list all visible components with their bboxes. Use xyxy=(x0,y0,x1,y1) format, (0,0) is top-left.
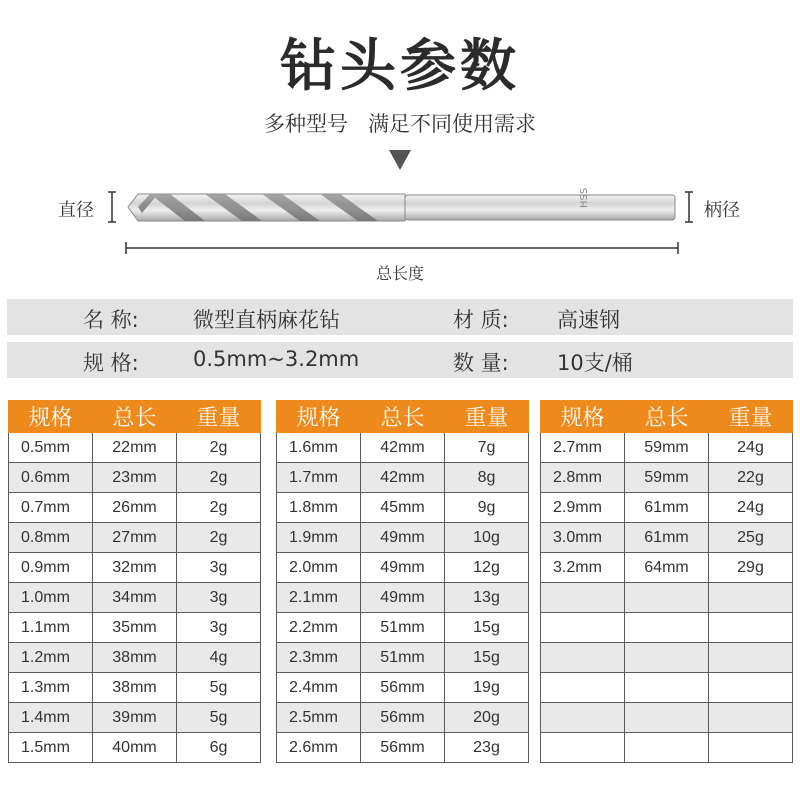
cell-weight: 5g xyxy=(177,703,261,733)
cell-weight: 4g xyxy=(177,643,261,673)
cell-length xyxy=(625,583,709,613)
spec-value: 0.5mm~3.2mm xyxy=(193,347,360,371)
cell-size xyxy=(541,673,625,703)
cell-size: 1.0mm xyxy=(9,583,93,613)
cell-size xyxy=(541,733,625,763)
cell-weight: 8g xyxy=(445,463,529,493)
cell-length: 40mm xyxy=(93,733,177,763)
cell-size: 0.8mm xyxy=(9,523,93,553)
cell-size xyxy=(541,583,625,613)
table-row xyxy=(277,583,529,613)
cell-weight: 13g xyxy=(445,583,529,613)
table-row xyxy=(9,673,261,703)
cell-length: 61mm xyxy=(625,523,709,553)
table-row xyxy=(9,643,261,673)
cell-length: 35mm xyxy=(93,613,177,643)
shank-bracket xyxy=(685,192,693,222)
table-row xyxy=(541,463,793,493)
cell-size: 1.3mm xyxy=(9,673,93,703)
spec-table-2 xyxy=(276,400,529,763)
cell-size: 0.5mm xyxy=(9,433,93,463)
spec-table-1 xyxy=(8,400,261,763)
table-row xyxy=(9,733,261,763)
table-row xyxy=(277,433,529,463)
cell-weight xyxy=(709,643,793,673)
cell-size: 2.5mm xyxy=(277,703,361,733)
header-length: 总长 xyxy=(361,401,445,433)
header-weight: 重量 xyxy=(177,401,261,433)
cell-size: 2.8mm xyxy=(541,463,625,493)
cell-length xyxy=(625,643,709,673)
header-size: 规格 xyxy=(9,401,93,433)
name-label: 名 称: xyxy=(83,308,139,332)
cell-size: 2.1mm xyxy=(277,583,361,613)
table-row xyxy=(277,673,529,703)
drill-shank xyxy=(405,195,675,220)
cell-weight: 10g xyxy=(445,523,529,553)
cell-weight: 15g xyxy=(445,643,529,673)
cell-length xyxy=(625,613,709,643)
cell-size: 1.9mm xyxy=(277,523,361,553)
cell-size: 0.7mm xyxy=(9,493,93,523)
table-row xyxy=(9,553,261,583)
cell-weight xyxy=(709,733,793,763)
cell-size xyxy=(541,613,625,643)
cell-length xyxy=(625,733,709,763)
spec-band-name-material xyxy=(7,299,793,335)
diameter-label: 直径 xyxy=(58,200,94,221)
page-title: 钻头参数 xyxy=(280,34,520,99)
table-row xyxy=(277,613,529,643)
svg-text:HSS: HSS xyxy=(579,187,590,208)
cell-weight: 23g xyxy=(445,733,529,763)
cell-size xyxy=(541,703,625,733)
table-row xyxy=(541,703,793,733)
cell-weight: 15g xyxy=(445,613,529,643)
cell-size: 2.3mm xyxy=(277,643,361,673)
cell-length: 42mm xyxy=(361,463,445,493)
table-row xyxy=(277,493,529,523)
cell-length: 23mm xyxy=(93,463,177,493)
cell-size: 1.2mm xyxy=(9,643,93,673)
cell-size: 2.7mm xyxy=(541,433,625,463)
cell-size: 3.0mm xyxy=(541,523,625,553)
header-size: 规格 xyxy=(541,401,625,433)
cell-size: 1.6mm xyxy=(277,433,361,463)
table-row xyxy=(9,463,261,493)
cell-length: 38mm xyxy=(93,643,177,673)
table-row xyxy=(277,553,529,583)
table-row xyxy=(277,703,529,733)
cell-weight xyxy=(709,703,793,733)
cell-size: 1.4mm xyxy=(9,703,93,733)
shank-label: 柄径 xyxy=(704,200,740,221)
cell-length: 49mm xyxy=(361,553,445,583)
cell-length: 56mm xyxy=(361,733,445,763)
drill-bit-diagram xyxy=(0,180,800,260)
cell-size: 1.5mm xyxy=(9,733,93,763)
table-row xyxy=(541,583,793,613)
table-row xyxy=(541,493,793,523)
quantity-value: 10支/桶 xyxy=(557,351,633,375)
table-row xyxy=(9,523,261,553)
cell-weight: 24g xyxy=(709,493,793,523)
page-subtitle: 多种型号 满足不同使用需求 xyxy=(263,112,537,136)
spec-band-spec-quantity xyxy=(7,342,793,378)
cell-length: 56mm xyxy=(361,673,445,703)
cell-length: 64mm xyxy=(625,553,709,583)
cell-length: 51mm xyxy=(361,613,445,643)
cell-weight: 12g xyxy=(445,553,529,583)
spec-table-3 xyxy=(540,400,793,763)
header-weight: 重量 xyxy=(445,401,529,433)
cell-length: 38mm xyxy=(93,673,177,703)
cell-size: 1.1mm xyxy=(9,613,93,643)
cell-weight: 2g xyxy=(177,523,261,553)
header-length: 总长 xyxy=(625,401,709,433)
material-value: 高速钢 xyxy=(557,308,620,332)
table-row xyxy=(541,553,793,583)
cell-length: 61mm xyxy=(625,493,709,523)
cell-length: 59mm xyxy=(625,463,709,493)
table-row xyxy=(541,523,793,553)
cell-weight: 25g xyxy=(709,523,793,553)
cell-size: 1.7mm xyxy=(277,463,361,493)
cell-weight: 2g xyxy=(177,493,261,523)
table-row xyxy=(541,613,793,643)
cell-length: 51mm xyxy=(361,643,445,673)
table-row xyxy=(9,493,261,523)
table-row xyxy=(9,433,261,463)
cell-weight: 3g xyxy=(177,553,261,583)
table-row xyxy=(541,673,793,703)
table-row xyxy=(277,733,529,763)
total-length-line xyxy=(126,242,678,254)
cell-size: 2.2mm xyxy=(277,613,361,643)
cell-weight: 2g xyxy=(177,433,261,463)
table-row xyxy=(541,643,793,673)
cell-weight: 22g xyxy=(709,463,793,493)
diameter-bracket xyxy=(108,192,116,222)
table-row xyxy=(9,583,261,613)
spec-label: 规 格: xyxy=(83,351,139,375)
cell-size: 0.6mm xyxy=(9,463,93,493)
name-value: 微型直柄麻花钻 xyxy=(193,308,340,332)
cell-weight: 5g xyxy=(177,673,261,703)
cell-weight xyxy=(709,613,793,643)
cell-size: 2.6mm xyxy=(277,733,361,763)
cell-weight: 6g xyxy=(177,733,261,763)
quantity-label: 数 量: xyxy=(453,351,509,375)
cell-weight: 3g xyxy=(177,613,261,643)
cell-weight: 3g xyxy=(177,583,261,613)
cell-length: 27mm xyxy=(93,523,177,553)
cell-size: 2.4mm xyxy=(277,673,361,703)
table-row xyxy=(277,643,529,673)
cell-weight: 24g xyxy=(709,433,793,463)
cell-weight: 9g xyxy=(445,493,529,523)
cell-length: 49mm xyxy=(361,523,445,553)
cell-size: 3.2mm xyxy=(541,553,625,583)
cell-length: 26mm xyxy=(93,493,177,523)
cell-length: 34mm xyxy=(93,583,177,613)
cell-length: 22mm xyxy=(93,433,177,463)
cell-size: 2.0mm xyxy=(277,553,361,583)
table-row xyxy=(9,703,261,733)
cell-length xyxy=(625,703,709,733)
table-row xyxy=(277,523,529,553)
cell-length: 45mm xyxy=(361,493,445,523)
table-row xyxy=(541,433,793,463)
cell-length: 39mm xyxy=(93,703,177,733)
cell-size: 0.9mm xyxy=(9,553,93,583)
cell-length: 49mm xyxy=(361,583,445,613)
cell-length: 59mm xyxy=(625,433,709,463)
total-length-label: 总长度 xyxy=(375,264,424,283)
cell-weight xyxy=(709,583,793,613)
cell-weight: 7g xyxy=(445,433,529,463)
table-row xyxy=(541,733,793,763)
cell-length: 56mm xyxy=(361,703,445,733)
cell-size: 1.8mm xyxy=(277,493,361,523)
cell-length: 42mm xyxy=(361,433,445,463)
table-row xyxy=(277,463,529,493)
cell-length: 32mm xyxy=(93,553,177,583)
material-label: 材 质: xyxy=(453,308,509,332)
cell-size: 2.9mm xyxy=(541,493,625,523)
cell-weight: 20g xyxy=(445,703,529,733)
cell-size xyxy=(541,643,625,673)
header-size: 规格 xyxy=(277,401,361,433)
header-length: 总长 xyxy=(93,401,177,433)
table-row xyxy=(9,613,261,643)
cell-length xyxy=(625,673,709,703)
header-weight: 重量 xyxy=(709,401,793,433)
cell-weight xyxy=(709,673,793,703)
cell-weight: 29g xyxy=(709,553,793,583)
cell-weight: 2g xyxy=(177,463,261,493)
cell-weight: 19g xyxy=(445,673,529,703)
down-triangle-icon xyxy=(389,150,411,170)
